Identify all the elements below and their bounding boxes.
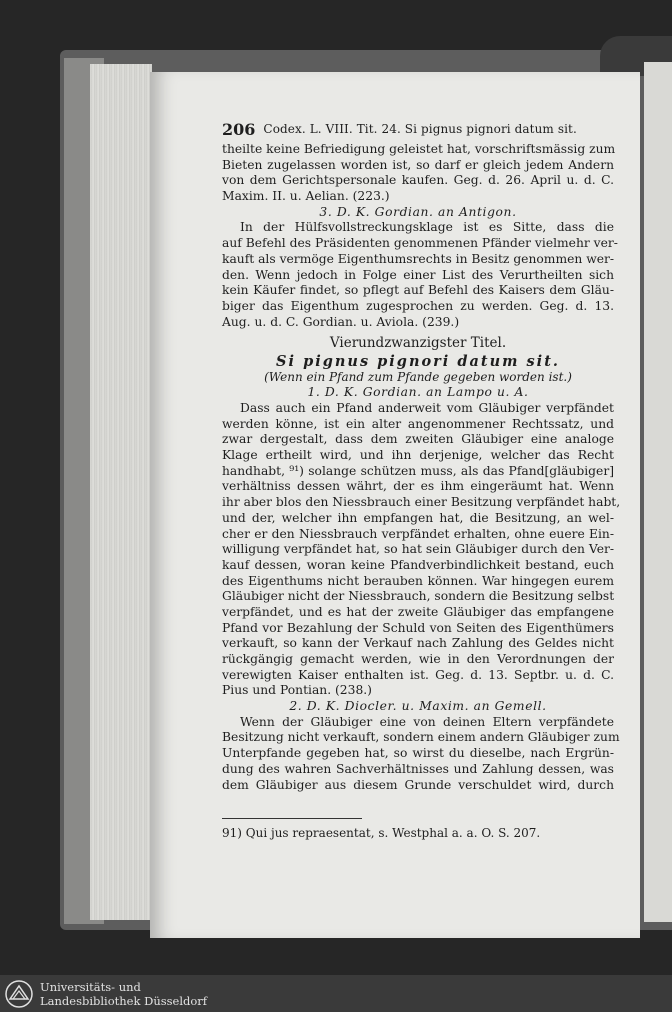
text-line: den. Wenn jedoch in Folge einer List des Verurtheilten sich xyxy=(222,267,614,282)
text-line: rückgängig gemacht werden, wie in den Verordnungen der xyxy=(222,652,614,667)
text-line: kauf dessen, woran keine Pfandverbindlichkeit bestand, euch xyxy=(222,557,614,572)
section-heading: 1. D. K. Gordian. an Lampo u. A. xyxy=(307,385,529,400)
text-line: zwar dergestalt, dass dem zweiten Gläubiger eine analoge xyxy=(222,432,614,447)
running-head xyxy=(222,122,614,142)
text-line: Bieten zugelassen worden ist, so darf er gleich jedem Andern xyxy=(222,157,614,172)
text-line: willigung verpfändet hat, so hat sein Gläubiger durch den Ver- xyxy=(222,542,614,557)
text-line: des Eigenthums nicht berauben können. War hingegen eurem xyxy=(222,573,614,588)
text-line: Gläubiger nicht der Niessbrauch, sondern die Besitzung selbst xyxy=(222,589,615,604)
text-line: verhältniss dessen währt, der es ihm eingeräumt hat. Wenn xyxy=(222,479,614,494)
text-line: theilte keine Befriedigung geleistet hat, vorschriftsmässig zum xyxy=(222,142,616,156)
text-line: Dass auch ein Pfand anderweit vom Gläubiger verpfändet xyxy=(240,401,614,416)
page-edges xyxy=(90,64,152,920)
text-line: handhabt, ⁹¹) solange schützen muss, als das Pfand[gläubiger] xyxy=(222,463,614,478)
title-label: Vierundzwanzigster Titel. xyxy=(329,335,507,352)
title-latin: Si pignus pignori datum sit. xyxy=(276,352,560,370)
text-line: Maxim. II. u. Aelian. (223.) xyxy=(222,189,390,204)
running-head-text: Codex. L. VIII. Tit. 24. Si pignus pignori datum sit. xyxy=(263,122,577,136)
text-line: ihr aber blos den Niessbrauch einer Besitzung verpfändet habt, xyxy=(222,495,621,510)
library-name-line2: Landesbibliothek Düsseldorf xyxy=(40,993,208,1008)
section-heading: 3. D. K. Gordian. an Antigon. xyxy=(319,204,517,219)
text-line: dung des wahren Sachverhältnisses und Zahlung dessen, was xyxy=(222,761,614,776)
library-logo-icon xyxy=(4,979,34,1009)
text-line: cher er den Niessbrauch verpfändet erhalten, ohne euere Ein- xyxy=(222,526,614,541)
text-line: kein Käufer findet, so pflegt auf Befehl des Kaisers dem Gläu- xyxy=(222,283,614,298)
text-line: verpfändet, und es hat der zweite Gläubiger das empfangene xyxy=(222,604,614,619)
facing-page-edge xyxy=(644,62,672,922)
text-line: kauft als vermöge Eigenthumsrechts in Besitz genommen wer- xyxy=(222,251,615,266)
text-line: verewigten Kaiser enthalten ist. Geg. d. 13. Septbr. u. d. C. xyxy=(222,667,614,682)
text-line: und der, welcher ihn empfangen hat, die Besitzung, an wel- xyxy=(222,510,614,525)
text-line: Unterpfande gegeben hat, so wirst du dieselbe, nach Ergrün- xyxy=(222,746,614,761)
library-name xyxy=(40,980,207,1008)
library-footer xyxy=(0,975,672,1012)
text-line: auf Befehl des Präsidenten genommenen Pfänder vielmehr ver- xyxy=(222,236,618,251)
text-line: Pius und Pontian. (238.) xyxy=(222,683,372,698)
section-heading: 2. D. K. Diocler. u. Maxim. an Gemell. xyxy=(289,699,547,714)
text-line: dem Gläubiger aus diesem Grunde verschuldet wird, durch xyxy=(222,777,614,792)
text-line: Besitzung nicht verkauft, sondern einem andern Gläubiger zum xyxy=(222,730,620,745)
text-line: von dem Gerichtspersonale kaufen. Geg. d. 26. April u. d. C. xyxy=(222,173,614,188)
library-name-line1: Universitäts- und xyxy=(40,979,141,994)
paragraph-1 xyxy=(222,142,614,205)
footnote-rule xyxy=(222,818,362,819)
text-line: Aug. u. d. C. Gordian. u. Aviola. (239.) xyxy=(222,314,460,329)
text-line: Pfand vor Bezahlung der Schuld von Seiten des Eigenthümers xyxy=(222,620,614,635)
section-2-body xyxy=(222,714,620,793)
text-line: werden könne, ist ein alter angenommener Rechtssatz, und xyxy=(222,416,614,431)
page-text xyxy=(222,120,621,793)
footnote: 91) Qui jus repraesentat, s. Westphal a. a. O. S. 207. xyxy=(222,826,541,840)
text-line: Wenn der Gläubiger eine von deinen Eltern verpfändete xyxy=(240,714,614,729)
text-line: In der Hülfsvollstreckungsklage ist es Sitte, dass die xyxy=(240,220,614,235)
text-line: Klage ertheilt wird, und ihn derjenige, welcher das Recht xyxy=(222,448,614,463)
page-number: 206 xyxy=(222,120,256,139)
section-3-body xyxy=(222,220,618,330)
title-german: (Wenn ein Pfand zum Pfande gegeben worden ist.) xyxy=(264,369,572,384)
text-line: verkauft, so kann der Verkauf nach Zahlung des Geldes nicht xyxy=(222,636,614,651)
text-line: biger das Eigenthum zugesprochen zu werden. Geg. d. 13. xyxy=(222,298,614,313)
section-1-body xyxy=(222,401,621,699)
